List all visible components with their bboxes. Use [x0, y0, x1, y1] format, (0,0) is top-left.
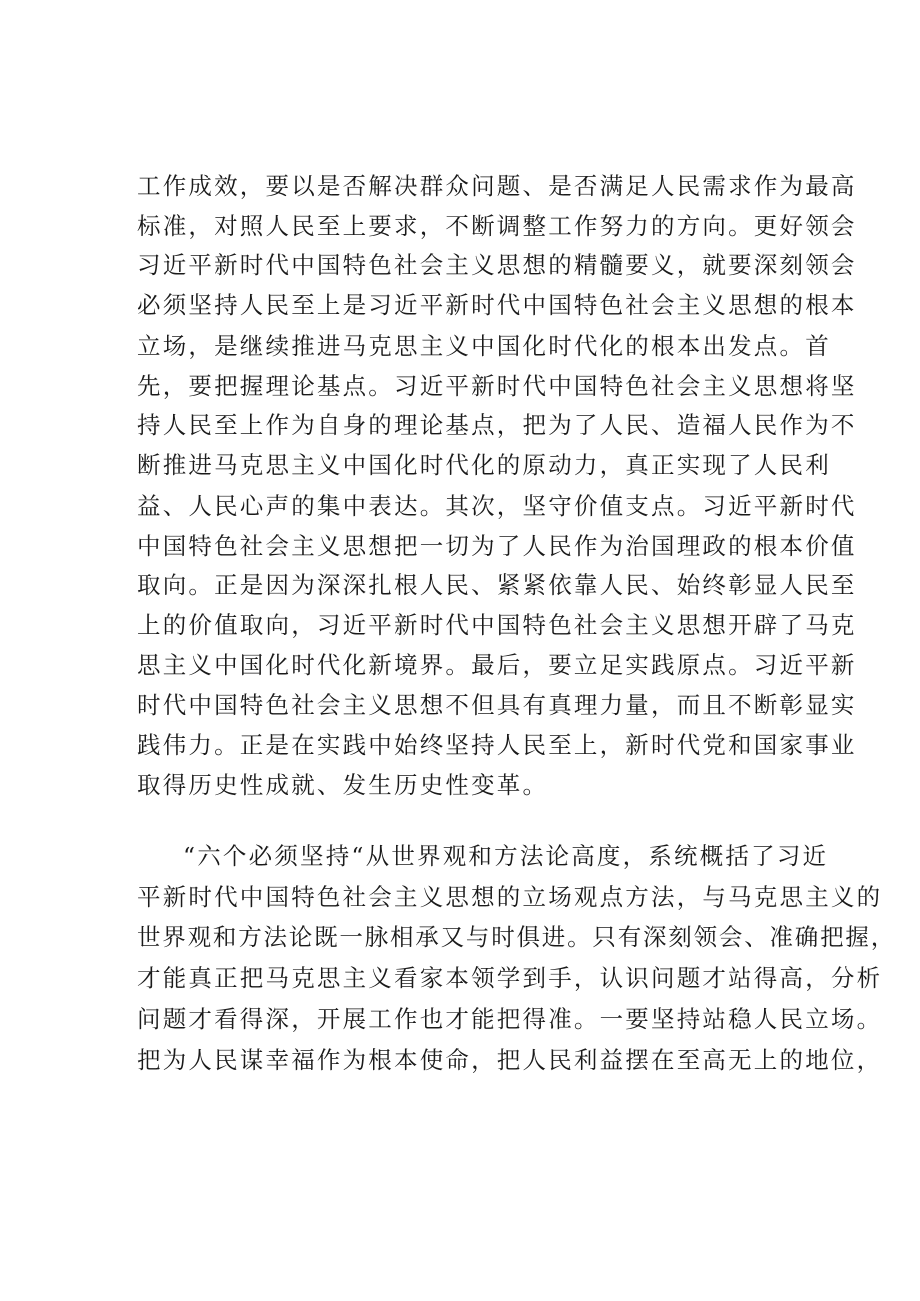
paragraph-1-line-13: 思主义中国化时代化新境界。最后，要立足实践原点。习近平新	[137, 651, 857, 679]
paragraph-2-line-3: 世界观和方法论既一脉相承又与时俱进。只有深刻领会、准确把握，	[137, 923, 896, 951]
paragraph-2-line-2: 平新时代中国特色社会主义思想的立场观点方法，与马克思主义的	[137, 883, 883, 911]
paragraph-1-line-10: 中国特色社会主义思想把一切为了人民作为治国理政的根本价值	[137, 532, 857, 560]
paragraph-2-line-6: 把为人民谋幸福作为根本使命，把人民利益摆在至高无上的地位，	[137, 1046, 883, 1074]
paragraph-1-line-2: 标准，对照人民至上要求，不断调整工作努力的方向。更好领会	[137, 212, 857, 240]
paragraph-1-line-12: 上的价值取向，习近平新时代中国特色社会主义思想开辟了马克	[137, 611, 857, 639]
paragraph-1-line-1: 工作成效，要以是否解决群众问题、是否满足人民需求作为最高	[137, 172, 857, 200]
paragraph-1-line-5: 立场，是继续推进马克思主义中国化时代化的根本出发点。首	[137, 332, 831, 360]
paragraph-1-line-9: 益、人民心声的集中表达。其次，坚守价值支点。习近平新时代	[137, 492, 857, 520]
paragraph-1-line-16: 取得历史性成就、发生历史性变革。	[137, 771, 549, 799]
paragraph-1-line-8: 断推进马克思主义中国化时代化的原动力，真正实现了人民利	[137, 451, 831, 479]
paragraph-2-line-1: “六个必须坚持“从世界观和方法论高度，系统概括了习近	[183, 842, 829, 870]
paragraph-1-line-11: 取向。正是因为深深扎根人民、紧紧依靠人民、始终彰显人民至	[137, 571, 857, 599]
paragraph-2-line-5: 问题才看得深，开展工作也才能把得准。一要坚持站稳人民立场。	[137, 1005, 883, 1033]
paragraph-2-line-4: 才能真正把马克思主义看家本领学到手，认识问题才站得高，分析	[137, 964, 883, 992]
paragraph-1-line-3: 习近平新时代中国特色社会主义思想的精髓要义，就要深刻领会	[137, 251, 857, 279]
paragraph-1-line-6: 先，要把握理论基点。习近平新时代中国特色社会主义思想将坚	[137, 372, 857, 400]
paragraph-1-line-14: 时代中国特色社会主义思想不但具有真理力量，而且不断彰显实	[137, 691, 857, 719]
paragraph-1-line-7: 持人民至上作为自身的理论基点，把为了人民、造福人民作为不	[137, 411, 857, 439]
paragraph-1-line-4: 必须坚持人民至上是习近平新时代中国特色社会主义思想的根本	[137, 291, 857, 319]
paragraph-1-line-15: 践伟力。正是在实践中始终坚持人民至上，新时代党和国家事业	[137, 731, 857, 759]
